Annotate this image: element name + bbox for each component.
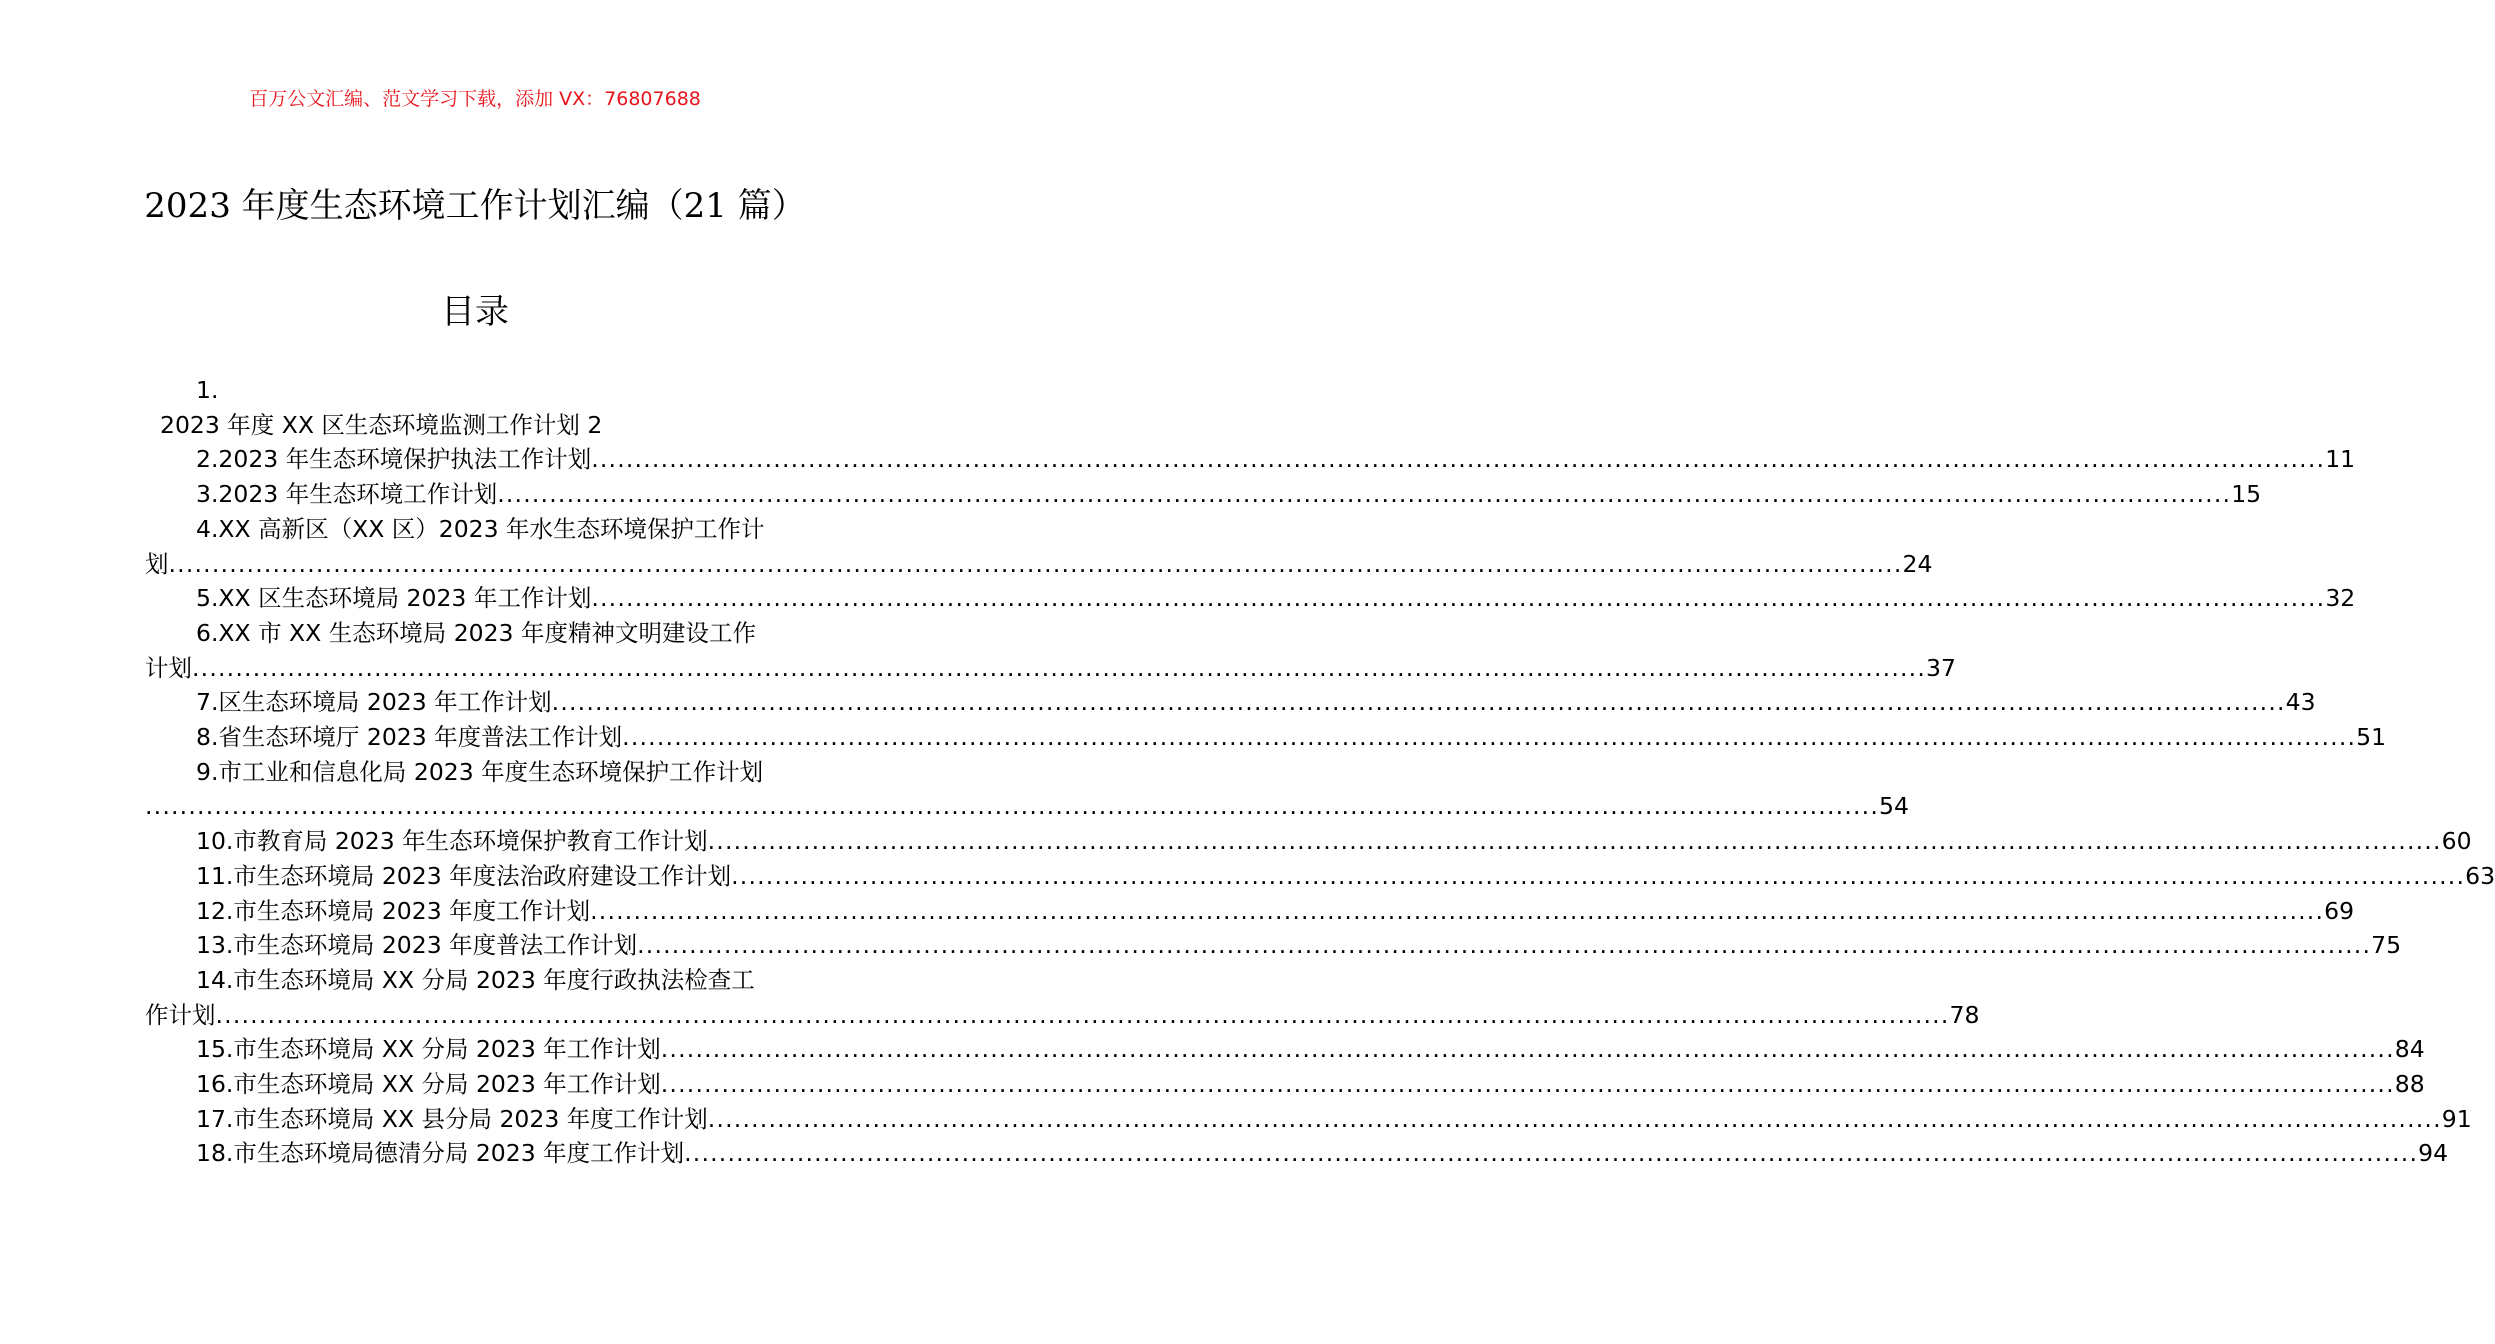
toc-page-number: 63 bbox=[2465, 861, 2495, 890]
toc-entry[interactable] bbox=[145, 928, 2402, 962]
toc-entry[interactable] bbox=[145, 1067, 2425, 1101]
toc-entry-title: 3.2023 年生态环境工作计划 bbox=[196, 480, 498, 509]
toc-entry-title: 11.市生态环境局 2023 年度法治政府建设工作计划 bbox=[196, 861, 732, 890]
toc-entry[interactable] bbox=[145, 373, 805, 407]
toc-page-number: 51 bbox=[2356, 723, 2387, 751]
dot-leader: ........................................................................................................................................................................................................ bbox=[684, 1139, 2419, 1168]
toc-page-number: 32 bbox=[2325, 584, 2356, 613]
toc-entry-title: 7.区生态环境局 2023 年工作计划 bbox=[196, 688, 552, 717]
toc-entry-title: 2023 年度 XX 区生态环境监测工作计划 2 bbox=[160, 410, 603, 439]
toc-entry-title: 4.XX 高新区（XX 区）2023 年水生态环境保护工作计 bbox=[196, 514, 765, 543]
watermark-header: 百万公文汇编、范文学习下载，添加 VX：76807688 bbox=[249, 88, 701, 110]
dot-leader: ........................................................................................................................................................................................................ bbox=[145, 792, 1879, 821]
toc-entry[interactable] bbox=[145, 1032, 2425, 1066]
toc-entry-title: 13.市生态环境局 2023 年度普法工作计划 bbox=[196, 931, 638, 960]
toc-entry[interactable] bbox=[145, 512, 805, 546]
toc-entry-title: 16.市生态环境局 XX 分局 2023 年工作计划 bbox=[196, 1070, 661, 1098]
toc-entry[interactable] bbox=[160, 408, 820, 442]
toc-entry-title: 作计划 bbox=[145, 1000, 216, 1029]
dot-leader: ........................................................................................................................................................................................................ bbox=[660, 1070, 2395, 1098]
toc-entry-title: 1. bbox=[196, 376, 219, 404]
toc-entry[interactable] bbox=[145, 651, 1956, 685]
toc-entry-title: 5.XX 区生态环境局 2023 年工作计划 bbox=[196, 584, 592, 613]
toc-page-number: 60 bbox=[2441, 827, 2472, 856]
dot-leader: ........................................................................................................................................................................................................ bbox=[622, 723, 2357, 751]
document-title: 2023 年度生态环境工作计划汇编（21 篇） bbox=[144, 186, 806, 226]
toc-entry-title: 划 bbox=[145, 549, 169, 578]
toc-entry-title: 17.市生态环境局 XX 县分局 2023 年度工作计划 bbox=[196, 1104, 708, 1133]
toc-entry-title: 计划 bbox=[145, 653, 192, 682]
toc-entry[interactable] bbox=[145, 998, 1980, 1032]
dot-leader: ........................................................................................................................................................................................................ bbox=[637, 931, 2372, 960]
toc-entry-title: 6.XX 市 XX 生态环境局 2023 年度精神文明建设工作 bbox=[196, 618, 756, 647]
toc-page-number: 88 bbox=[2394, 1070, 2425, 1098]
toc-page-number: 37 bbox=[1926, 653, 1956, 682]
dot-leader: ........................................................................................................................................................................................................ bbox=[591, 445, 2326, 474]
toc-page-number: 11 bbox=[2325, 445, 2356, 474]
toc-entry-title: 18.市生态环境局德清分局 2023 年度工作计划 bbox=[196, 1139, 685, 1168]
toc-entry[interactable] bbox=[145, 1102, 2472, 1136]
dot-leader: ........................................................................................................................................................................................................ bbox=[731, 861, 2466, 890]
toc-entry[interactable] bbox=[145, 477, 2262, 511]
toc-page-number: 84 bbox=[2394, 1035, 2425, 1064]
toc-entry[interactable] bbox=[145, 824, 2472, 858]
dot-leader: ........................................................................................................................................................................................................ bbox=[192, 653, 1926, 682]
toc-entry[interactable] bbox=[145, 685, 2316, 719]
toc-page-number: 43 bbox=[2285, 688, 2316, 717]
toc-entry[interactable] bbox=[145, 720, 2387, 754]
toc-entry-title: 14.市生态环境局 XX 分局 2023 年度行政执法检查工 bbox=[196, 965, 755, 994]
toc-entry-title: 8.省生态环境厅 2023 年度普法工作计划 bbox=[196, 723, 623, 751]
dot-leader: ........................................................................................................................................................................................................ bbox=[707, 827, 2442, 856]
toc-entry[interactable] bbox=[145, 442, 2356, 476]
toc-entry[interactable] bbox=[145, 1136, 2449, 1170]
toc-page-number: 54 bbox=[1879, 792, 1909, 821]
toc-entry[interactable] bbox=[145, 859, 2495, 893]
toc-entry[interactable] bbox=[145, 963, 805, 997]
toc-page-number: 69 bbox=[2324, 896, 2355, 925]
toc-page-number: 78 bbox=[1949, 1000, 1980, 1029]
toc-entry-title: 12.市生态环境局 2023 年度工作计划 bbox=[196, 896, 591, 925]
toc-page-number: 15 bbox=[2231, 480, 2262, 509]
toc-entry-title: 10.市教育局 2023 年生态环境保护教育工作计划 bbox=[196, 827, 708, 856]
dot-leader: ........................................................................................................................................................................................................ bbox=[168, 549, 1903, 578]
dot-leader: ........................................................................................................................................................................................................ bbox=[215, 1000, 1950, 1029]
toc-entry[interactable] bbox=[145, 755, 805, 789]
toc-entry-title: 2.2023 年生态环境保护执法工作计划 bbox=[196, 445, 592, 474]
toc-heading: 目录 bbox=[441, 292, 509, 332]
toc-entry[interactable] bbox=[145, 789, 1909, 823]
toc-page-number: 75 bbox=[2371, 931, 2402, 960]
toc-entry-title: 9.市工业和信息化局 2023 年度生态环境保护工作计划 bbox=[196, 757, 764, 786]
dot-leader: ........................................................................................................................................................................................................ bbox=[707, 1104, 2442, 1133]
toc-entry[interactable] bbox=[145, 894, 2355, 928]
dot-leader: ........................................................................................................................................................................................................ bbox=[497, 480, 2232, 509]
toc-entry-title: 15.市生态环境局 XX 分局 2023 年工作计划 bbox=[196, 1035, 661, 1064]
toc-entry[interactable] bbox=[145, 547, 1933, 581]
dot-leader: ........................................................................................................................................................................................................ bbox=[590, 896, 2325, 925]
toc-page-number: 24 bbox=[1902, 549, 1933, 578]
toc-page-number: 94 bbox=[2418, 1139, 2449, 1168]
dot-leader: ........................................................................................................................................................................................................ bbox=[660, 1035, 2395, 1064]
toc-page-number: 91 bbox=[2441, 1104, 2472, 1133]
toc-entry[interactable] bbox=[145, 581, 2356, 615]
dot-leader: ........................................................................................................................................................................................................ bbox=[551, 688, 2286, 717]
toc-entry[interactable] bbox=[145, 616, 805, 650]
dot-leader: ........................................................................................................................................................................................................ bbox=[591, 584, 2326, 613]
